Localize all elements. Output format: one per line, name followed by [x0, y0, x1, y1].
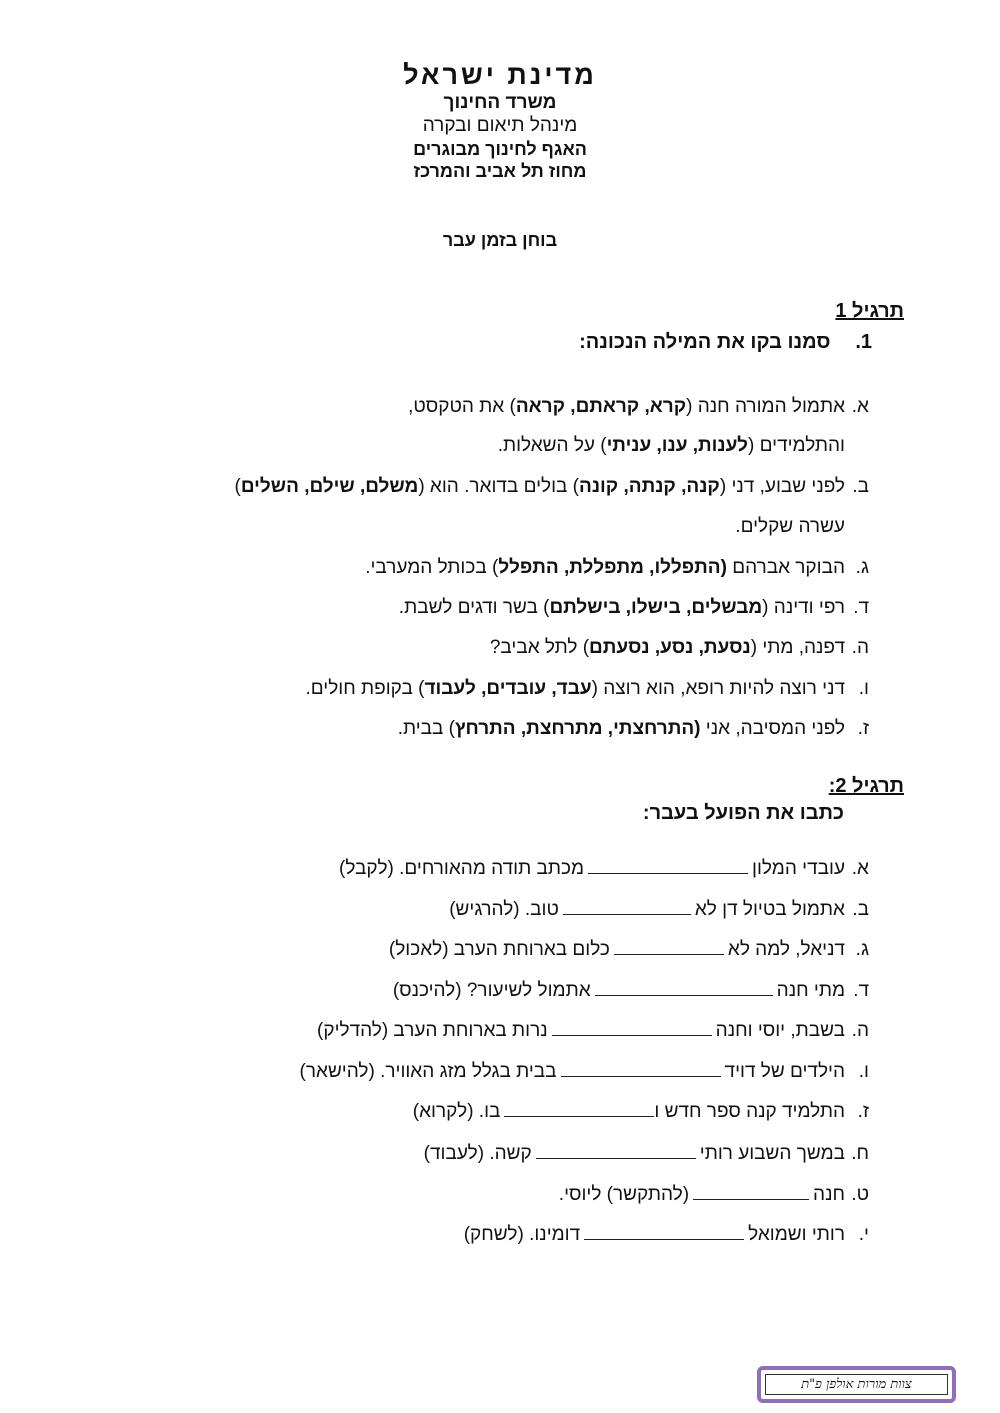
ex1-item-c [365, 556, 869, 580]
item-label: ח. [851, 1143, 869, 1164]
item-text: ) בולים בדואר. הוא ( [418, 476, 579, 497]
item-after: בבית בגלל מזג האוויר. (להישאר) [299, 1061, 557, 1082]
item-text: דני רוצה להיות רופא, הוא רוצה ( [591, 678, 845, 699]
item-after: דומינו. (לשחק) [463, 1224, 581, 1245]
item-after: כלום בארוחת הערב (לאכול) [388, 939, 610, 960]
exercise1-instruction [579, 331, 872, 354]
ex2-item-a [339, 857, 869, 881]
item-label: ב. [852, 476, 869, 497]
instruction-number: 1. [855, 331, 872, 353]
ex1-item-e [489, 636, 869, 660]
answer-blank[interactable] [536, 1142, 696, 1159]
answer-blank[interactable] [552, 1019, 712, 1036]
ex2-item-j [463, 1223, 869, 1247]
item-text: ) לתל אביב? [489, 637, 590, 658]
item-options: משלם, שילם, השלים [240, 476, 419, 497]
item-options: (התרחצתי, מתרחצת, התרחץ [455, 718, 701, 739]
item-after: קשה. (לעבוד) [423, 1143, 532, 1164]
item-text: ) [234, 476, 241, 497]
item-label: ב. [852, 899, 869, 920]
item-text: ) בקופת חולים. [305, 678, 425, 699]
item-before: בשבת, יוסי וחנה [715, 1020, 845, 1041]
item-after: מכתב תודה מהאורחים. (לקבל) [339, 858, 585, 879]
answer-blank[interactable] [588, 857, 748, 874]
item-before: חנה [813, 1184, 845, 1205]
item-text: ) על השאלות. [497, 435, 607, 456]
item-options: קרא, קראתם, קראה [515, 396, 687, 417]
item-label: ז. [857, 1101, 869, 1122]
header-administration: מינהל תיאום ובקרה [422, 115, 578, 136]
item-options: מבשלים, בישלו, בישלתם [549, 597, 763, 618]
item-text: עשרה שקלים. [735, 516, 845, 537]
header-ministry: משרד החינוך [443, 92, 557, 113]
item-before: עובדי המלון [752, 858, 845, 879]
item-label: ג. [855, 557, 869, 578]
ex1-item-b [234, 475, 869, 499]
item-label: ז. [857, 718, 869, 739]
item-text: ) בכותל המערבי. [365, 557, 499, 578]
item-label: ה. [851, 1020, 869, 1041]
item-label: ג. [855, 939, 869, 960]
item-after: נרות בארוחת הערב (להדליק) [317, 1020, 548, 1041]
header-state: מדינת ישראל [403, 60, 597, 90]
ex2-item-i [558, 1183, 869, 1207]
item-label: ו. [858, 678, 869, 699]
ex2-item-b [449, 898, 869, 922]
item-options: לענות, ענו, עניתי [606, 435, 749, 456]
item-text: דפנה, מתי ( [750, 637, 845, 658]
answer-blank[interactable] [595, 979, 773, 996]
item-label: י. [858, 1224, 869, 1245]
item-text: ) בשר ודגים לשבת. [398, 597, 550, 618]
ex1-item-g [397, 717, 869, 741]
item-before: אתמול בטיול דן לא [694, 899, 845, 920]
ex1-item-a-cont [498, 434, 845, 458]
ex2-item-d [392, 979, 869, 1003]
ex2-item-h [423, 1142, 869, 1166]
footer-credit-label: צוות מורות אולפן פ"ת [765, 1374, 948, 1395]
item-text: לפני שבוע, דני ( [719, 476, 845, 497]
item-options: עבד, עובדים, לעבוד [424, 678, 592, 699]
item-after: אתמול לשיעור? (להיכנס) [392, 980, 591, 1001]
ex2-item-f [299, 1060, 869, 1084]
item-after: בו. (לקרוא) [412, 1101, 501, 1122]
footer-credit-box [757, 1366, 956, 1403]
ex1-item-b-cont [735, 515, 845, 539]
item-before: מתי חנה [776, 980, 845, 1001]
item-options: קנה, קנתה, קונה [579, 476, 720, 497]
answer-blank[interactable] [561, 1060, 721, 1077]
answer-blank[interactable] [693, 1183, 809, 1200]
instruction-text: סמנו בקו את המילה הנכונה: [579, 331, 831, 353]
item-before: במשך השבוע רותי [699, 1143, 845, 1164]
exercise2-instruction: כתבו את הפועל בעבר: [642, 802, 844, 824]
ex2-item-g [412, 1100, 869, 1124]
header-department: האגף לחינוך מבוגרים [413, 139, 587, 159]
item-text: הבוקר אברהם [726, 557, 845, 578]
item-options: נסעת, נסע, נסעתם [589, 637, 751, 658]
item-text: רפי ודינה ( [762, 597, 845, 618]
item-label: ה. [851, 637, 869, 658]
item-before: רותי ושמואל [748, 1224, 845, 1245]
item-label: א. [851, 858, 869, 879]
item-label: ט. [851, 1184, 869, 1205]
item-label: ו. [858, 1061, 869, 1082]
answer-blank[interactable] [504, 1100, 654, 1117]
item-before: הילדים של דויד [724, 1061, 845, 1082]
item-after: טוב. (להרגיש) [449, 899, 559, 920]
exam-title: בוחן בזמן עבר [442, 230, 558, 250]
answer-blank[interactable] [614, 938, 724, 955]
item-after: (להתקשר) ליוסי. [558, 1184, 690, 1205]
ex2-item-c [388, 938, 869, 962]
item-options: (התפללו, מתפללת, התפלל [498, 557, 727, 578]
item-text: ) בבית. [397, 718, 455, 739]
item-label: ד. [853, 980, 869, 1001]
ex1-item-a [408, 395, 869, 419]
ex1-item-f [305, 677, 869, 701]
answer-blank[interactable] [563, 898, 691, 915]
exercise2-title: תרגיל 2: [828, 775, 904, 797]
item-text: ) את הטקסט, [408, 396, 516, 417]
answer-blank[interactable] [584, 1223, 744, 1240]
header-district: מחוז תל אביב והמרכז [413, 161, 587, 181]
item-text: אתמול המורה חנה ( [686, 396, 845, 417]
item-text: והתלמידים ( [748, 435, 845, 456]
item-before: דניאל, למה לא [727, 939, 845, 960]
item-text: לפני המסיבה, אני [700, 718, 845, 739]
item-label: ד. [853, 597, 869, 618]
ex2-item-e [317, 1019, 869, 1043]
item-label: א. [851, 396, 869, 417]
ex1-item-d [398, 596, 869, 620]
exercise1-title: תרגיל 1 [835, 300, 904, 322]
item-before: התלמיד קנה ספר חדש ו [654, 1101, 845, 1122]
